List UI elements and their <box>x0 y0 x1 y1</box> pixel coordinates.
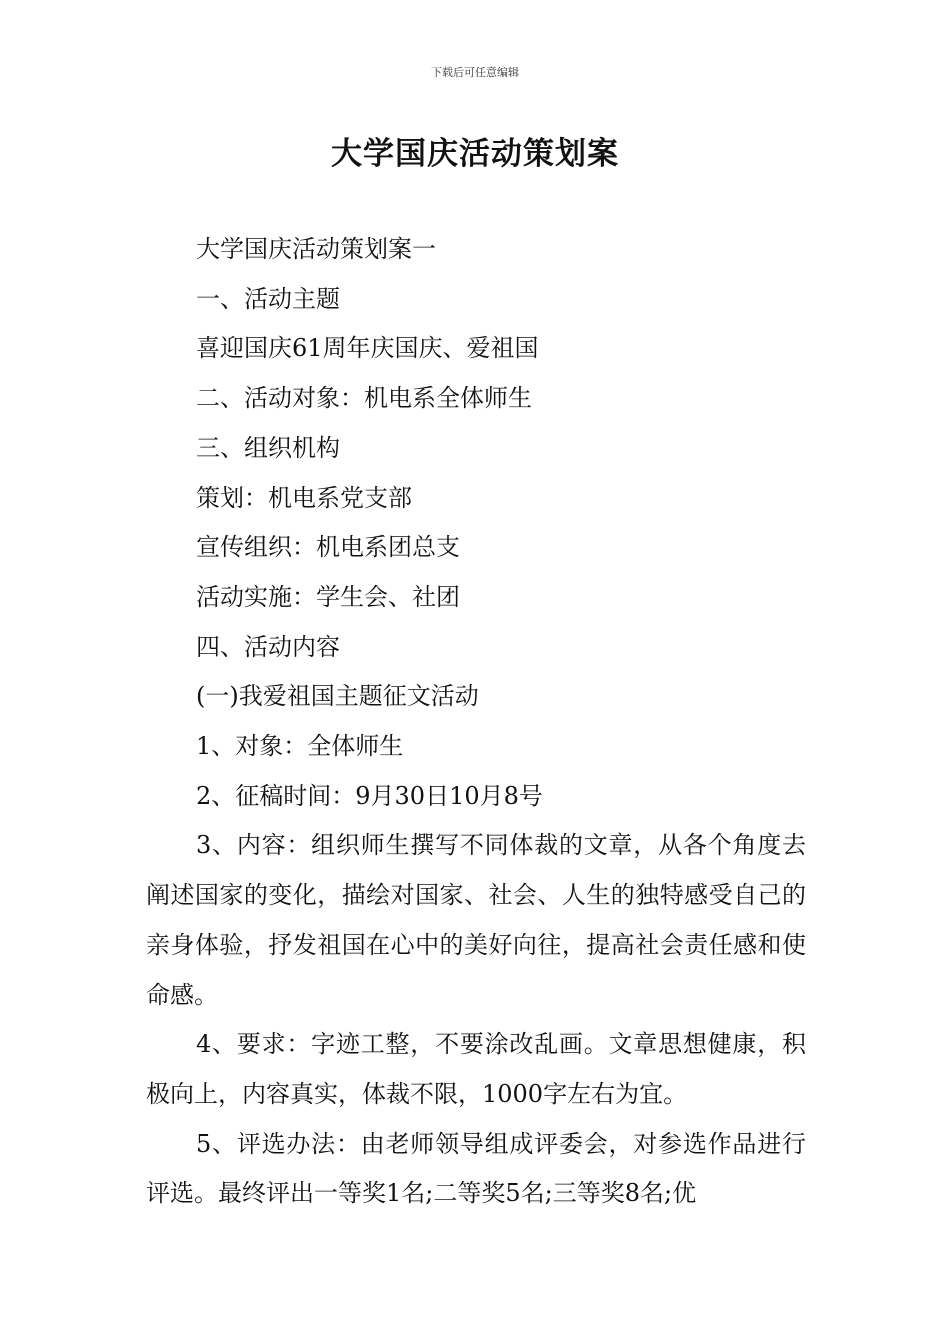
subtitle-line: 大学国庆活动策划案一 <box>196 235 436 263</box>
subsection-essay-contest: (一)我爱祖国主题征文活动 <box>196 682 479 711</box>
item-content-paragraph: 3、内容：组织师生撰写不同体裁的文章，从各个角度去阐述国家的变化，描绘对国家、社会、人生的独特感受自己的亲身体验，抒发祖国在心中的美好向往，提高社会责任感和使命感。 <box>146 831 806 1009</box>
item-requirements-paragraph: 4、要求：字迹工整，不要涂改乱画。文章思想健康，积极向上，内容真实，体裁不限，1000字左右为宜。 <box>146 1030 806 1108</box>
document-body <box>146 225 806 1219</box>
section-heading-audience: 二、活动对象：机电系全体师生 <box>196 384 532 413</box>
section-heading-theme: 一、活动主题 <box>196 284 340 313</box>
header-note: 下载后可任意编辑 <box>431 66 519 79</box>
theme-text: 喜迎国庆61周年庆国庆、爱祖国 <box>196 334 539 363</box>
document-title: 大学国庆活动策划案 <box>331 136 619 172</box>
item-participants: 1、对象：全体师生 <box>196 732 404 761</box>
item-judging-paragraph: 5、评选办法：由老师领导组成评委会，对参选作品进行评选。最终评出一等奖1名;二等奖5名;三等奖8名;优 <box>146 1129 806 1208</box>
item-submission-period: 2、征稿时间：9月30日10月8号 <box>196 781 543 810</box>
org-publicity: 宣传组织：机电系团总支 <box>196 533 460 562</box>
section-heading-content: 四、活动内容 <box>196 632 340 661</box>
section-heading-organization: 三、组织机构 <box>196 433 340 462</box>
org-implementation: 活动实施：学生会、社团 <box>196 582 460 611</box>
org-planning: 策划：机电系党支部 <box>196 483 412 512</box>
